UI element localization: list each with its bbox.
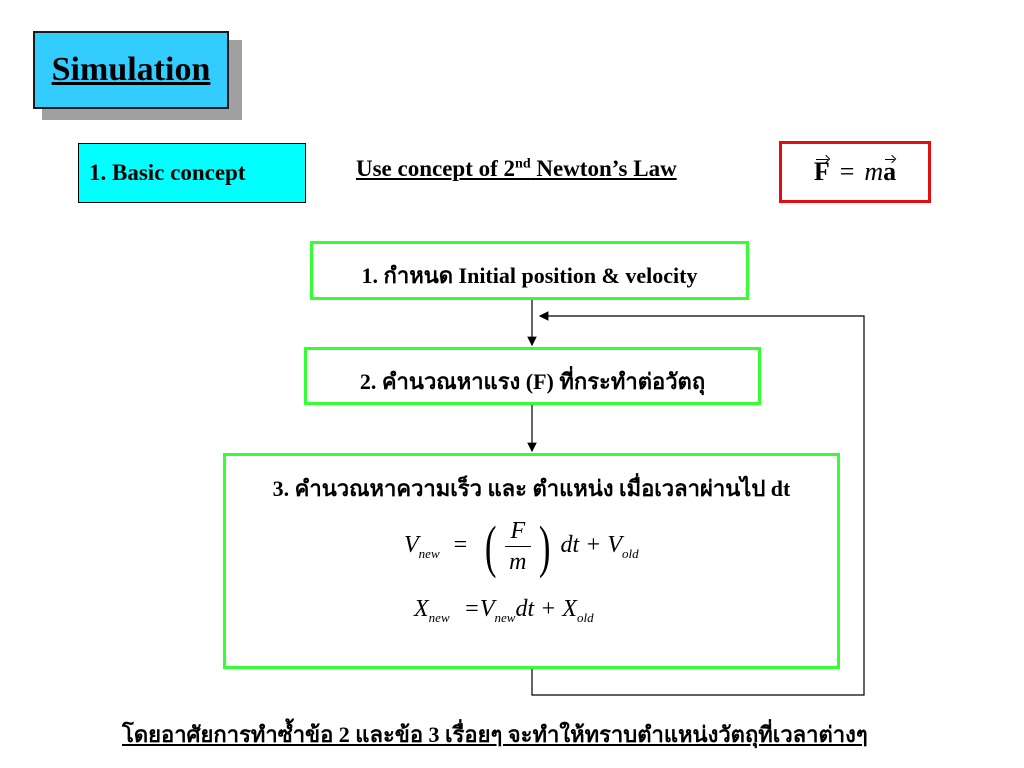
formula-equals: =: [839, 157, 855, 186]
fraction-numerator: F: [505, 516, 532, 547]
position-equation: [414, 596, 594, 626]
law-superscript: nd: [515, 156, 531, 172]
eq1-vold-sub: old: [622, 546, 639, 562]
step-2-box: [304, 347, 761, 405]
step-2-label: 2. คำนวณหาแรง (F) ที่กระทำต่อวัตถุ: [359, 369, 706, 394]
page-title: Simulation: [51, 51, 211, 88]
basic-concept-label: 1. Basic concept: [78, 143, 306, 203]
fraction-denominator: m: [509, 549, 527, 575]
eq2-dt-plus: dt + X: [515, 596, 577, 622]
force-vector: F: [813, 157, 830, 186]
eq2-equals-v: =V: [463, 596, 495, 622]
velocity-equation: [404, 513, 639, 579]
eq2-v-sub: new: [494, 610, 516, 625]
law-prefix: Use concept of 2: [356, 156, 516, 181]
eq1-equals: =: [453, 532, 468, 559]
step-1-box: [310, 241, 749, 300]
formula-mass: m: [864, 157, 884, 186]
footer-note: โดยอาศัยการทำซ้ำข้อ 2 และข้อ 3 เรื่อยๆ จะทำให้ทราบตำแหน่งวัตถุที่เวลาต่างๆ: [122, 722, 868, 747]
law-suffix: Newton’s Law: [530, 156, 677, 181]
acceleration-vector: a: [883, 157, 897, 186]
right-paren: ): [539, 513, 551, 579]
eq2-x: X: [414, 596, 429, 622]
step-3-label: 3. คำนวณหาความเร็ว และ ตำแหน่ง เมื่อเวลาผ่านไป dt: [272, 476, 791, 501]
force-mass-fraction: [505, 516, 532, 577]
step-1-label: 1. กำหนด Initial position & velocity: [361, 263, 698, 288]
eq2-xold-sub: old: [576, 610, 594, 625]
eq1-dt-plus: dt + V: [560, 532, 623, 559]
left-paren: (: [485, 513, 497, 579]
eq1-v: V: [404, 532, 419, 559]
step-3-box: [223, 453, 840, 669]
eq1-v-sub: new: [418, 546, 440, 562]
eq2-x-sub: new: [428, 610, 450, 625]
